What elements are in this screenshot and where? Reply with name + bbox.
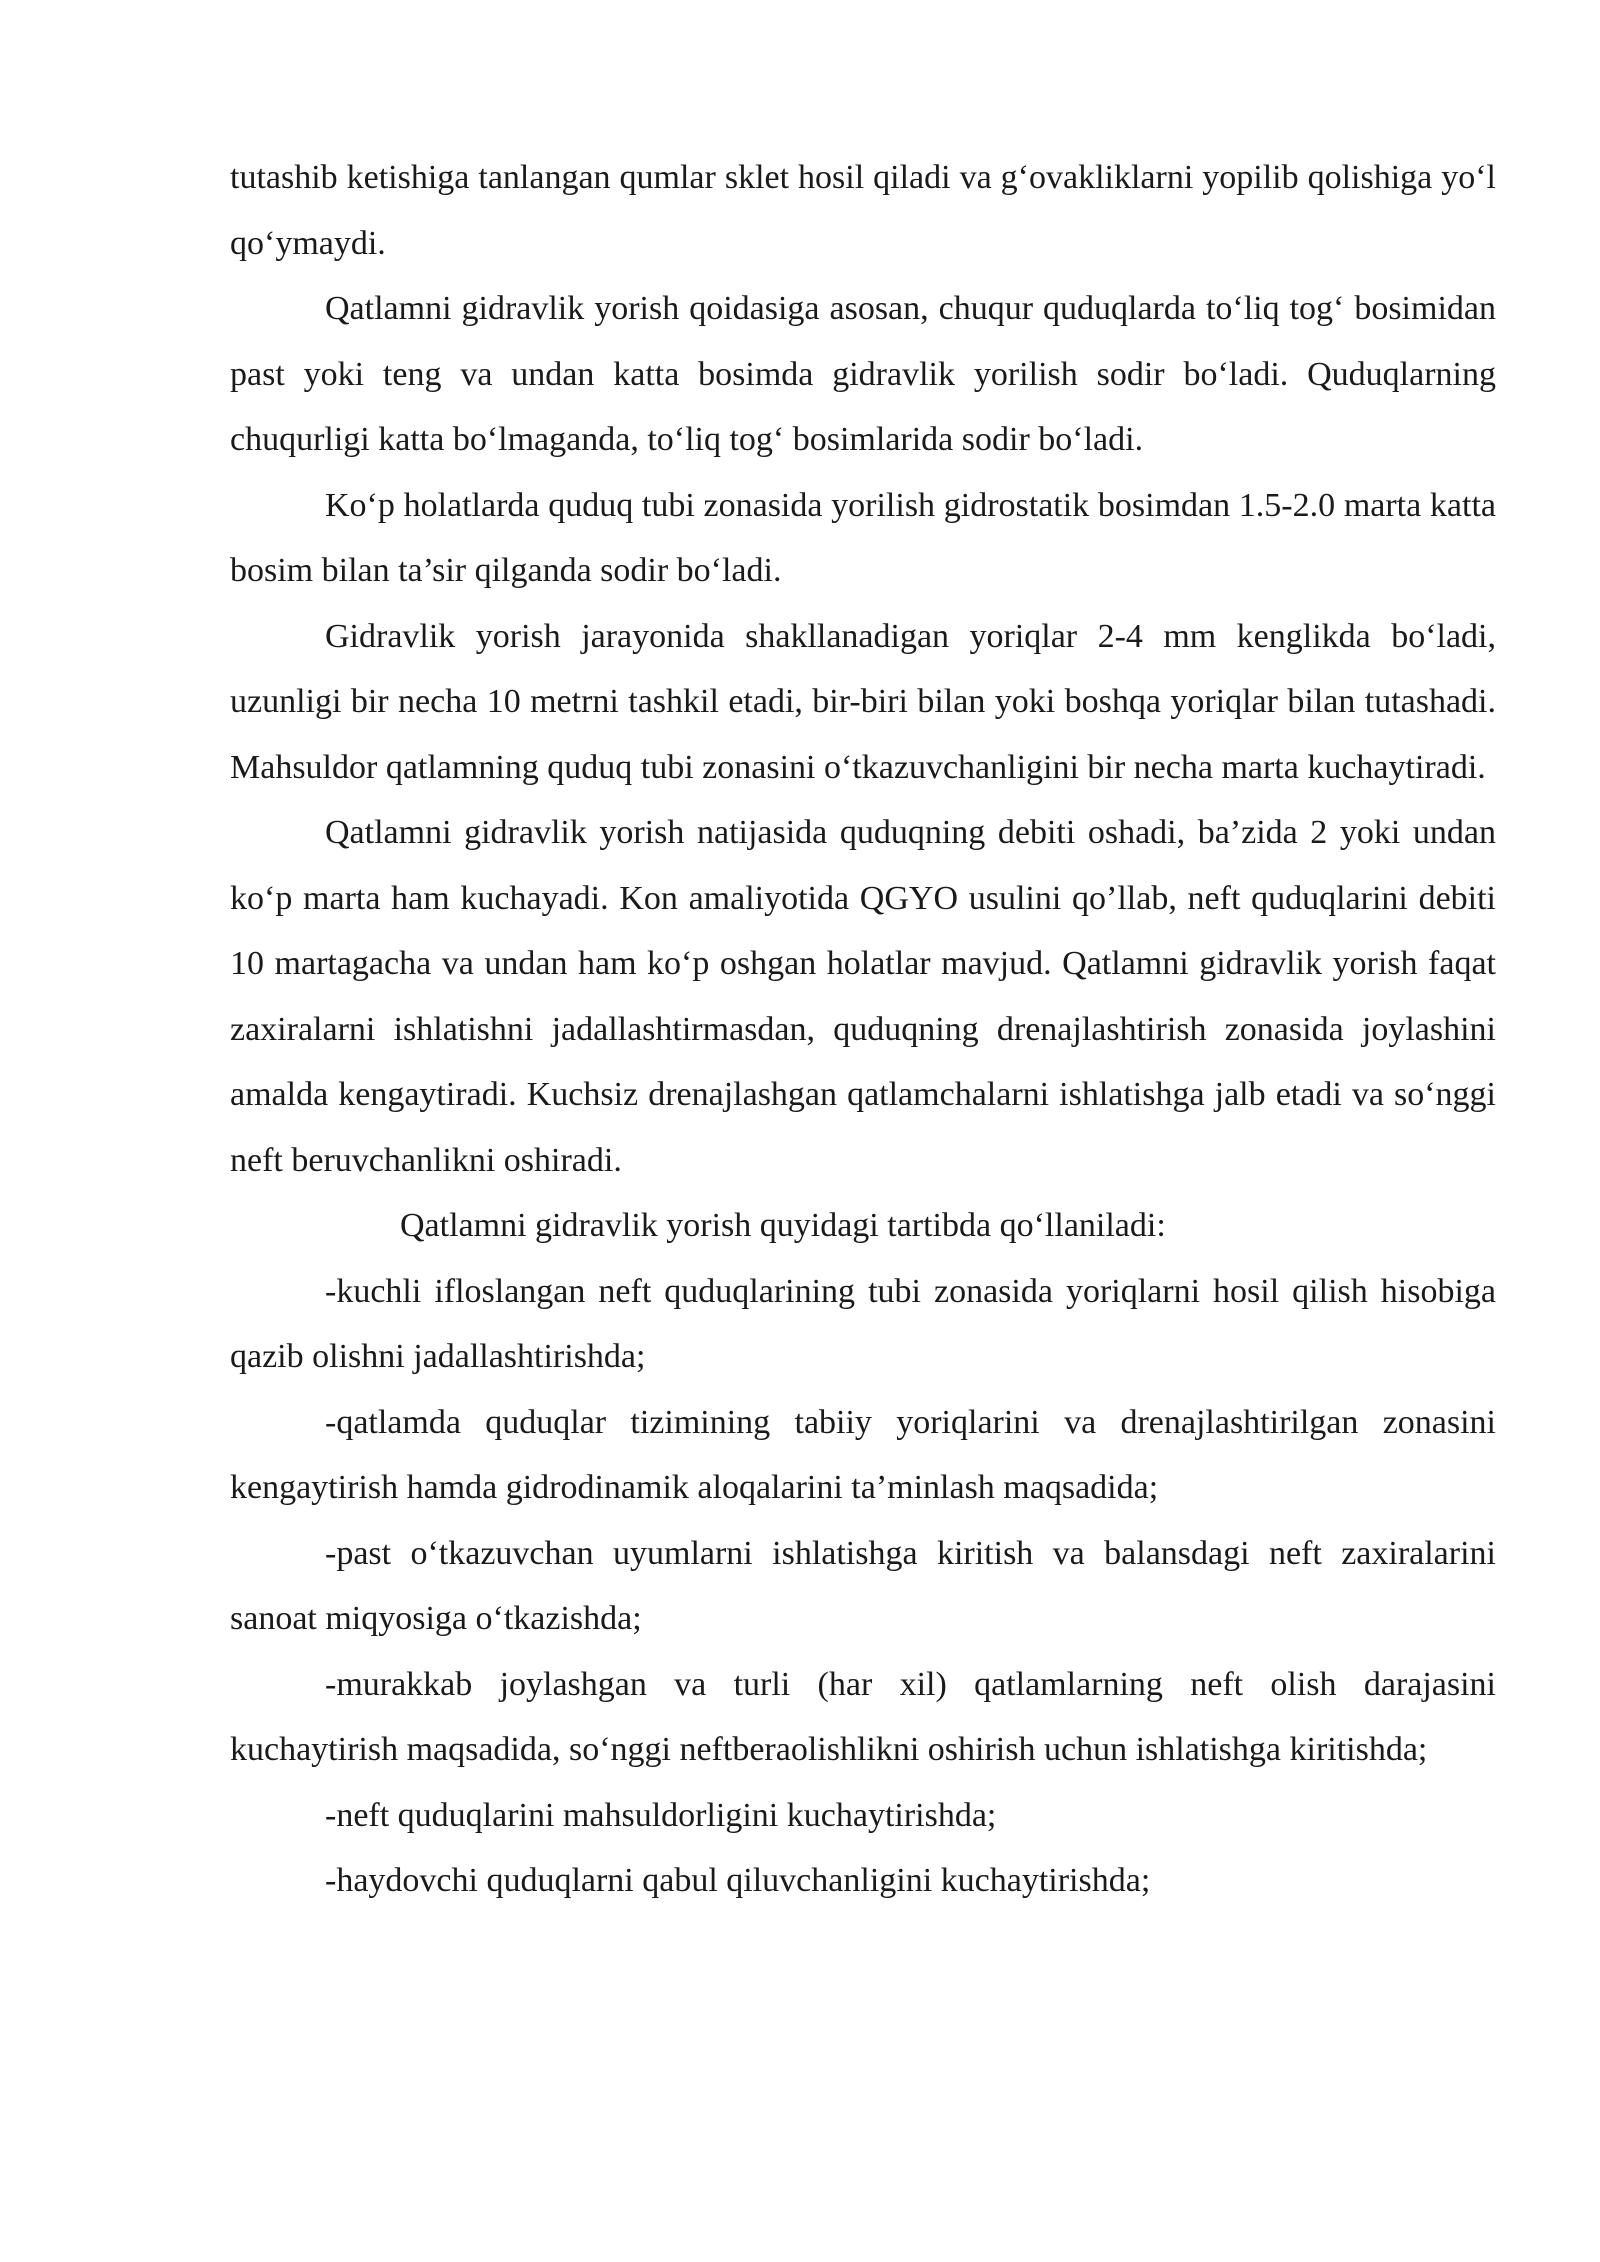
list-item: -qatlamda quduqlar tizimining tabiiy yoriqlarini va drenajlashtirilgan zonasini kengaytirish hamda gidrodinamik aloqalarini ta’minlash maqsadida; (230, 1403, 1496, 1506)
list-item: -past o‘tkazuvchan uyumlarni ishlatishga kiritish va balansdagi neft zaxiralarini sanoat miqyosiga o‘tkazishda; (230, 1534, 1496, 1637)
paragraph: Qatlamni gidravlik yorish qoidasiga asosan, chuqur quduqlarda to‘liq tog‘ bosimidan past yoki teng va undan katta bosimda gidravlik yorilish sodir bo‘ladi. Quduqlarning chuqurligi katta bo‘lmaganda, to‘liq tog‘ bosimlarida sodir bo‘ladi. (230, 290, 1496, 458)
paragraph-continuation: tutashib ketishiga tanlangan qumlar sklet hosil qiladi va g‘ovakliklarni yopilib qolishiga yo‘l qo‘ymaydi. (230, 159, 1496, 262)
list-item: -neft quduqlarini mahsuldorligini kuchaytirishda; (325, 1796, 997, 1834)
paragraph: Gidravlik yorish jarayonida shakllanadigan yoriqlar 2-4 mm kenglikda bo‘ladi, uzunligi bir necha 10 metrni tashkil etadi, bir-biri bilan yoki boshqa yoriqlar bilan tutashadi. Mahsuldor qatlamning quduq tubi zonasini o‘tkazuvchanligini bir necha marta kuchaytiradi. (230, 617, 1496, 786)
list-intro: Qatlamni gidravlik yorish quyidagi tartibda qo‘llaniladi: (400, 1207, 1166, 1244)
document-page (230, 145, 1496, 1914)
list-item: -haydovchi quduqlarni qabul qiluvchanligini kuchaytirishda; (325, 1862, 1151, 1899)
list-item: -murakkab joylashgan va turli (har xil) qatlamlarning neft olish darajasini kuchaytirish maqsadida, so‘nggi neftberaolishlikni oshirish uchun ishlatishga kiritishda; (230, 1665, 1496, 1768)
paragraph: Qatlamni gidravlik yorish natijasida quduqning debiti oshadi, ba’zida 2 yoki undan ko‘p marta ham kuchayadi. Kon amaliyotida QGYO usulini qo’llab, neft quduqlarini debiti 10 martagacha va undan ham ko‘p oshgan holatlar mavjud. Qatlamni gidravlik yorish faqat zaxiralarni ishlatishni jadallashtirmasdan, quduqning drenajlashtirish zonasida joylashini amalda kengaytiradi. Kuchsiz drenajlashgan qatlamchalarni ishlatishga jalb etadi va so‘nggi neft beruvchanlikni oshiradi. (230, 814, 1496, 1179)
list-item: -kuchli ifloslangan neft quduqlarining tubi zonasida yoriqlarni hosil qilish hisobiga qazib olishni jadallashtirishda; (230, 1272, 1496, 1375)
paragraph: Ko‘p holatlarda quduq tubi zonasida yorilish gidrostatik bosimdan 1.5-2.0 marta katta bosim bilan ta’sir qilganda sodir bo‘ladi. (230, 486, 1496, 589)
